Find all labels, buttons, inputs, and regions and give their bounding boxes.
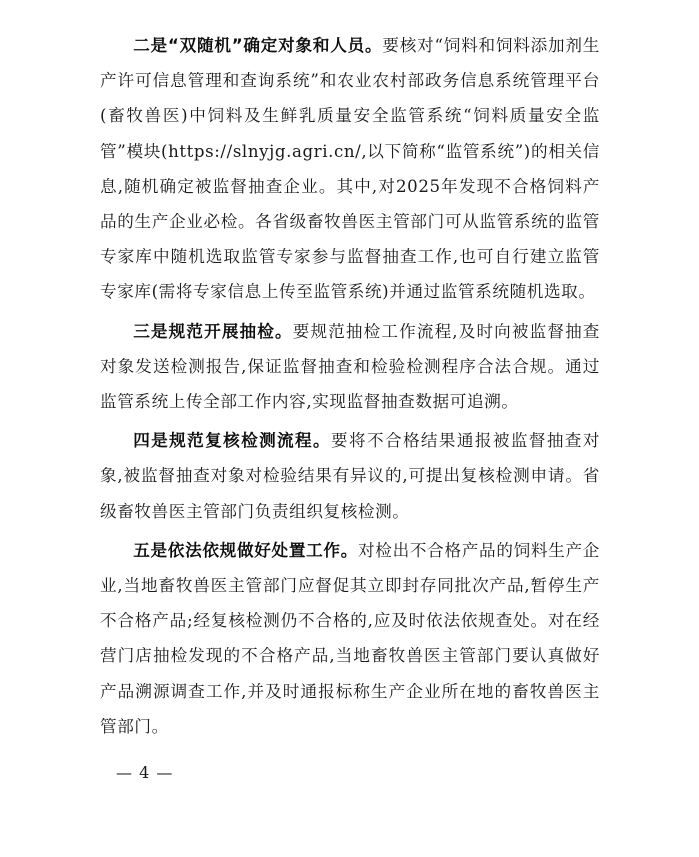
paragraph-heading: 三是规范开展抽检。 [133, 321, 293, 341]
paragraph-3 [100, 314, 600, 420]
paragraph-heading: 二是“双随机”确定对象和人员。 [133, 36, 383, 55]
paragraph-heading: 五是依法依规做好处置工作。 [133, 540, 358, 560]
paragraph-text: 要核对“饲料和饲料添加剂生产许可信息管理和查询系统”和农业农村部政务信息系统管理平台(畜牧兽医)中饲料及生鲜乳质量安全监管系统“饲料质量安全监管”模块(https://slnyjg.agri.cn/,以下简称“监管系统”)的相关信息,随机确定被监督抽查企业。其中,对2025年发现不合格饲料产品的生产企业必检。各省级畜牧兽医主管部门可从监管系统的监管专家库中随机选取监管专家参与监督抽查工作,也可自行建立监管专家库(需将专家信息上传至监管系统)并通过监管系统随机选取。 [100, 36, 600, 302]
paragraph-text: 要将不合格结果通报被监督抽查对象,被监督抽查对象对检验结果有异议的,可提出复核检测申请。省级畜牧兽医主管部门负责组织复核检测。 [100, 431, 600, 521]
document-body [100, 28, 600, 748]
paragraph-4 [100, 423, 600, 529]
paragraph-text: 对检出不合格产品的饲料生产企业,当地畜牧兽医主管部门应督促其立即封存同批次产品,暂停生产不合格产品;经复核检测仍不合格的,应及时依法依规查处。对在经营门店抽检发现的不合格产品,当地畜牧兽医主管部门要认真做好产品溯源调查工作,并及时通报标称生产企业所在地的畜牧兽医主管部门。 [100, 540, 600, 736]
paragraph-2 [100, 28, 600, 310]
paragraph-5 [100, 533, 600, 744]
paragraph-text: 要规范抽检工作流程,及时向被监督抽查对象发送检测报告,保证监督抽查和检验检测程序合法合规。通过监管系统上传全部工作内容,实现监督抽查数据可追溯。 [100, 321, 600, 412]
page-number: — 4 — [116, 763, 174, 782]
paragraph-heading: 四是规范复核检测流程。 [133, 431, 332, 451]
